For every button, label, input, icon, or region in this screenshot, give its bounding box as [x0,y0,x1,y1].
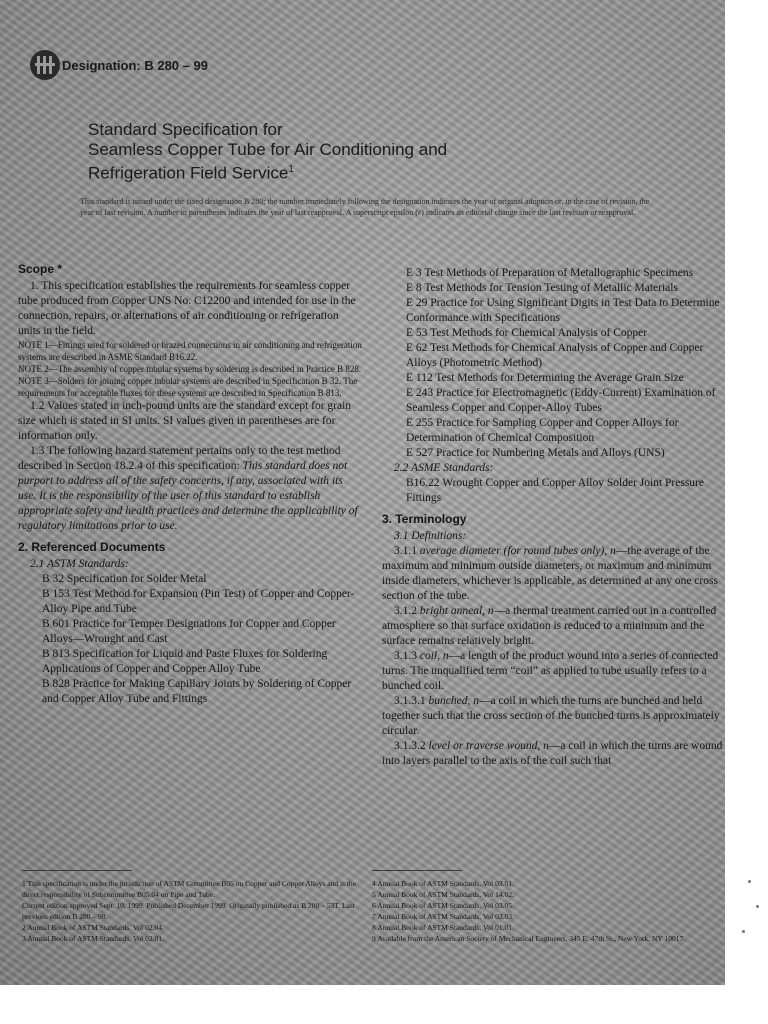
astm-logo-icon [28,48,62,82]
footnote: 4 Annual Book of ASTM Standards, Vol 03.01. [372,879,514,888]
title-line: Refrigeration Field Service$^1$ [88,163,294,183]
paragraph-1-2: 1.2 Values stated in inch-pound units are the standard except for grain size which is stated in SI units. SI values given in parentheses are for information only. [18,400,352,442]
scan-speck [742,930,745,933]
paragraph-1-3: 1.3 The following hazard statement pertains only to the test method described in Section 18.2.4 of this specification: This standard does not purport to address all of the safety concerns, if any, associated with its use. It is the responsibility of the user of this standard to establish appropriate safety and health practices and determine the applicability of regulatory limitations prior to use. [18,445,358,532]
reference-item: E 3 Test Methods of Preparation of Metallographic Specimens [406,267,694,279]
footnote: 1 This specification is under the jurisdiction of ASTM Committee B05 on Copper and Copper Alloys and is the direct responsibility of Subcommittee B05.04 on Pipe and Tube. [22,879,356,899]
note-3: NOTE 3—Solders for joining copper tubular systems are described in Specification B 32. The requirements for acceptable fluxes for these systems are described in Specification B 813. [18,376,358,398]
footnote: 6 Annual Book of ASTM Standards, Vol 03.05. [372,901,514,910]
footnotes-left [22,878,362,944]
terminology-heading: 3. Terminology [382,512,467,526]
reference-item: E 8 Test Methods for Tension Testing of Metallic Materials [406,282,678,294]
footnote: 7 Annual Book of ASTM Standards, Vol 03.03. [372,912,514,921]
document-title [88,120,558,184]
footnote: 5 Annual Book of ASTM Standards, Vol 14.02. [372,890,514,899]
definition-item: 3.1.1 average diameter (for round tubes only), n—the average of the maximum and minimum outside diameters, or maximum and minimum inside diameters, whichever is applicable, as determined at any one cross section of the tube. [382,545,718,602]
reference-item: E 255 Practice for Sampling Copper and Copper Alloys for Determination of Chemical Composition [406,417,679,444]
reference-item: E 527 Practice for Numbering Metals and Alloys (UNS) [406,447,665,459]
reference-item: E 53 Test Methods for Chemical Analysis of Copper [406,327,648,339]
reference-item: B 153 Test Method for Expansion (Pin Test) of Copper and Copper-Alloy Pipe and Tube [42,588,355,615]
footnote: 2 Annual Book of ASTM Standards, Vol 02.04. [22,923,164,932]
left-column [18,256,362,707]
scope-heading: Scope * [18,262,63,276]
footnote: Current edition approved Sept. 10, 1999. Published December 1999. Originally published as B 280 – 53T. Last previous edition B 280 – 98. [22,901,355,921]
scan-speck [756,905,759,908]
footnotes-right [372,878,717,944]
definition-item: 3.1.3 coil, n—a length of the product wound into a series of connected turns. The unqualified term “coil” as applied to tube usually refers to a bunched coil. [382,650,719,692]
reference-item: B 32 Specification for Solder Metal [42,573,207,585]
definitions-label: 3.1 Definitions: [394,530,467,542]
astm-standards-label: 2.1 ASTM Standards: [30,558,129,570]
footnote-divider-right [372,870,462,871]
title-line: Seamless Copper Tube for Air Conditioning and [88,140,448,159]
definition-item: 3.1.3.2 level or traverse wound, n—a coil in which the turns are wound into layers parallel to the axis of the coil such that [382,740,723,767]
title-line: Standard Specification for [88,120,283,139]
footnote: 8 Annual Book of ASTM Standards, Vol 01.01. [372,923,514,932]
note-2: NOTE 2—The assembly of copper tubular systems by soldering is described in Practice B 828. [18,364,362,374]
reference-item: E 29 Practice for Using Significant Digits in Test Data to Determine Conformance with Specifications [406,297,720,324]
reference-item: E 243 Practice for Electromagnetic (Eddy-Current) Examination of Seamless Copper and Copper-Alloy Tubes [406,387,716,414]
title-footnote-mark: 1 [288,164,294,175]
definition-item: 3.1.3.1 bunched, n—a coil in which the turns are bunched and held together such that the cross section of the bunched turns is approximately circular. [382,695,720,737]
designation-label: Designation: B 280 – 99 [62,58,208,73]
reference-item: B 828 Practice for Making Capillary Joints by Soldering of Copper and Copper Alloy Tube and Fittings [42,678,352,705]
footnote-divider-left [22,870,132,871]
footnote: 9 Available from the American Society of Mechanical Engineers, 345 E. 47th St., New York, NY 10017. [372,934,686,943]
scan-speck [748,880,751,883]
safety-statement: This standard does not purport to address all of the safety concerns, if any, associated with its use. It is the responsibility of the user of this standard to establish appropriate safety and health practices and determine the applicability of regulatory limitations prior to use. [18,460,358,532]
definition-item: 3.1.2 bright anneal, n—a thermal treatment carried out in a controlled atmosphere so that surface oxidation is reduced to a minimum and the surface remains relatively bright. [382,605,717,647]
reference-item: E 112 Test Methods for Determining the Average Grain Size [406,372,684,384]
paragraph-1-1: 1. This specification establishes the requirements for seamless copper tube produced from Copper UNS No. C12200 and intended for use in the connection, repairs, or alternations of air conditioning or refrigeration units in the field. [18,280,356,337]
reference-item: B 601 Practice for Temper Designations for Copper and Copper Alloys—Wrought and Cast [42,618,336,645]
reference-item: B16.22 Wrought Copper and Copper Alloy Solder Joint Pressure Fittings [406,477,704,504]
reference-item: B 813 Specification for Liquid and Paste Fluxes for Soldering Applications of Copper and Copper Alloy Tube [42,648,328,675]
reference-item: E 62 Test Methods for Chemical Analysis of Copper and Copper Alloys (Photometric Method) [406,342,704,369]
right-column [382,266,724,769]
note-1: NOTE 1—Fittings used for soldered or brazed connections in air conditioning and refrigeration systems are described in ASME Standard B16.22. [18,340,362,362]
referenced-documents-heading: 2. Referenced Documents [18,540,166,554]
intro-paragraph: This standard is issued under the fixed designation B 280; the number immediately following the designation indicates the year of original adoption or, in the case of revision, the year of last revision. A number in parentheses indicates the year of last reapproval. A superscript epsilon (ε) indicates an editorial change since the last revision or reapproval. [80,197,650,217]
asme-standards-label: 2.2 ASME Standards: [394,462,494,474]
footnote: 3 Annual Book of ASTM Standards, Vol 02.01. [22,934,164,943]
